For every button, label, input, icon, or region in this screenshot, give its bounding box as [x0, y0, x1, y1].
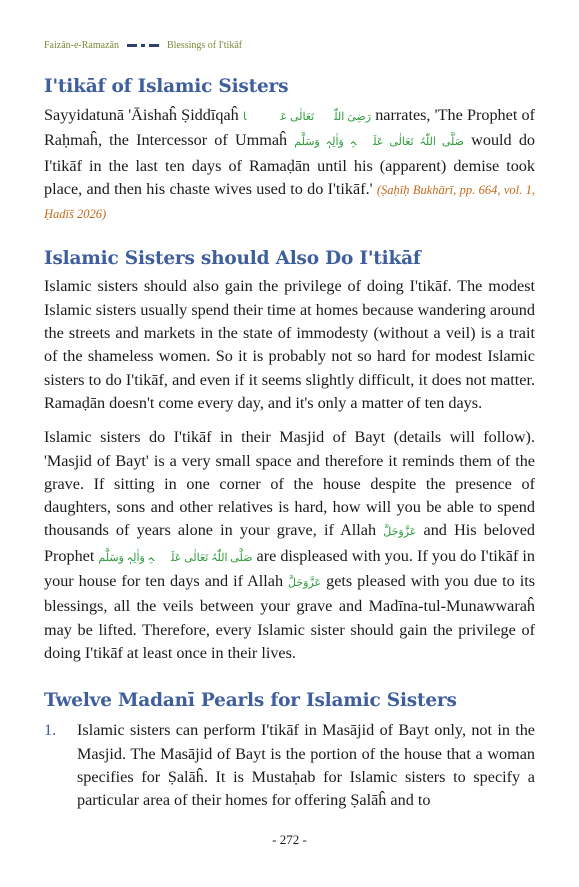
- arabic-salutation: صَلَّی اللّٰہُ تَعَالٰی عَلَیۡہِ وَاٰلِہٖ وَسَلَّم: [98, 551, 253, 564]
- arabic-honorific: رَضِیَ اللّٰہُ تَعَالٰی عَنۡہَا: [242, 111, 372, 123]
- arabic-salutation: صَلَّی اللّٰہُ تَعَالٰی عَلَیۡہِ وَاٰلِہٖ وَسَلَّم: [294, 136, 464, 149]
- header-separator: [127, 44, 159, 47]
- section-heading-itikaf-of-islamic-sisters: I'tikāf of Islamic Sisters: [44, 76, 289, 97]
- list-item-number: 1.: [44, 721, 57, 740]
- paragraph-hadith: Sayyidatunā 'Āishaĥ Ṣiddīqaĥ رَضِیَ اللّٰہُ تَعَالٰی عَنۡہَا narrates, 'The Prophet of Raḥmaĥ, the Intercessor of Ummaĥ صَلَّی اللّٰہُ تَعَالٰی عَلَیۡہِ وَاٰلِہٖ وَسَلَّم would do I'tikāf in the last ten days of Ramaḍān until his (apparent) demise took place, and then his chaste wives used to do I'tikāf.' (Ṣaḥīḥ Bukhārī, pp. 664, vol. 1, Ḥadīš 2026): [44, 106, 536, 222]
- arabic-honorific: عَزَّوَجَلَّ: [383, 526, 417, 539]
- page-body: [44, 74, 535, 812]
- paragraph-privilege: Islamic sisters should also gain the privilege of doing I'tikāf. The modest Islamic sisters usually spend their time at homes because wandering around the streets and markets in the state of immodesty (without a veil) is a trait of the shameless women. So it is probably not so hard for modest Islamic sisters to do I'tikāf, and even if it seems slightly difficult, it does not matter. Ramaḍān doesn't come every day, and it's only a matter of ten days.: [44, 277, 535, 412]
- header-book-title: Faizān-e-Ramazān: [44, 39, 119, 51]
- section-heading-sisters-should-do-itikaf: Islamic Sisters should Also Do I'tikāf: [44, 248, 421, 270]
- page-number: - 272 -: [272, 832, 307, 847]
- list-item: [44, 719, 535, 812]
- arabic-honorific: عَزَّوَجَلَّ: [288, 577, 322, 590]
- running-header: [44, 38, 242, 52]
- section-heading-twelve-madani-pearls: Twelve Madanī Pearls for Islamic Sisters: [44, 690, 457, 712]
- paragraph-masjid-of-bayt: Islamic sisters do I'tikāf in their Masjid of Bayt (details will follow). 'Masjid of Bayt' is a very small space and therefore it reminds them of the grave. If sitting in one corner of the house despite the presence of daughters, sons and other relatives is hard, how will you be able to spend thousands of years alone in your grave, if Allah عَزَّوَجَلَّ and His beloved Prophet صَلَّی اللّٰہُ تَعَالٰی عَلَیۡہِ وَاٰلِہٖ وَسَلَّم are displeased with you. If you do I'tikāf in your house for ten days and if Allah عَزَّوَجَلَّ gets pleased with you due to its blessings, all the veils between your grave and Madīna-tul-Munawwaraĥ may be lifted. Therefore, every Islamic sister should gain the privilege of doing I'tikāf at least once in their lives.: [44, 428, 536, 662]
- list-item-text: Islamic sisters can perform I'tikāf in Masājid of Bayt only, not in the Masjid. The Masājid of Bayt is the portion of the house that a woman specifies for Ṣalāĥ. It is Mustaḥab for Islamic sisters to specify a particular area of their homes for offering Ṣalāĥ and to: [77, 721, 535, 810]
- citation: (Ṣaḥīḥ Bukhārī, pp. 664, vol. 1, Ḥadīš 2026): [44, 182, 535, 222]
- header-chapter-title: Blessings of I'tikāf: [166, 39, 243, 51]
